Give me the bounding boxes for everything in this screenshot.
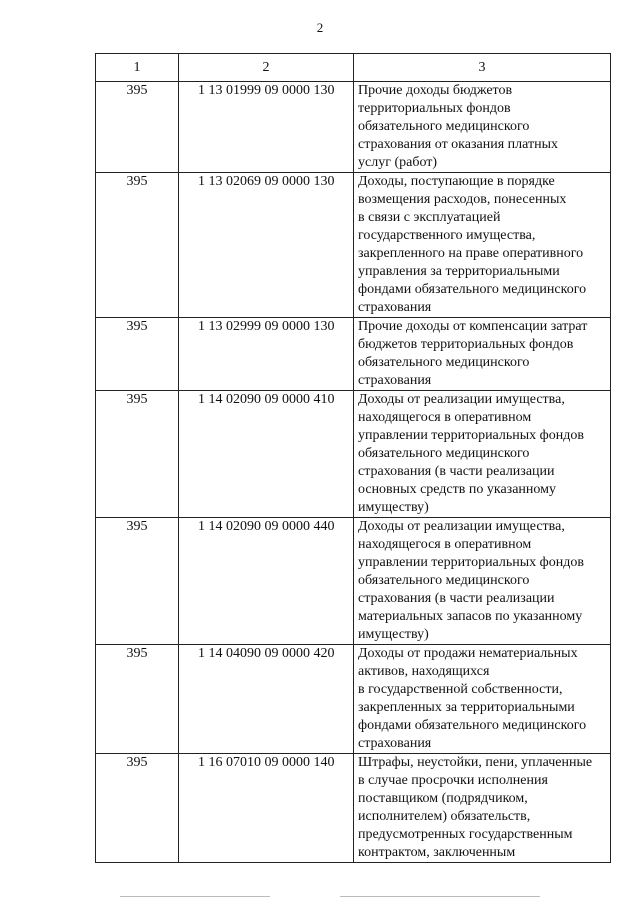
table-row: [96, 82, 611, 173]
footer-divider-left: [120, 896, 270, 897]
admin-code-cell: 395: [96, 645, 179, 754]
income-name-cell: Прочие доходы бюджетов территориальных фондов обязательного медицинского страхования от оказания платных услуг (работ): [354, 82, 611, 173]
admin-code-cell: 395: [96, 754, 179, 863]
page-number: 2: [316, 20, 324, 35]
table-row: [96, 391, 611, 518]
footer-divider-right: [340, 896, 540, 897]
admin-code-cell: 395: [96, 391, 179, 518]
income-name-cell: Доходы от реализации имущества, находящегося в оперативном управлении территориальных фондов обязательного медицинского страхования (в части реализации основных средств по указанному имуществу): [354, 391, 611, 518]
table-row: [96, 518, 611, 645]
income-codes-table: [95, 53, 611, 863]
column-header-3: 3: [354, 54, 611, 82]
admin-code-cell: 395: [96, 82, 179, 173]
income-name-cell: Прочие доходы от компенсации затрат бюджетов территориальных фондов обязательного медицинского страхования: [354, 318, 611, 391]
budget-code-cell: 1 14 04090 09 0000 420: [179, 645, 354, 754]
income-name-cell: Штрафы, неустойки, пени, уплаченные в случае просрочки исполнения поставщиком (подрядчиком, исполнителем) обязательств, предусмотренных государственным контрактом, заключенным: [354, 754, 611, 863]
income-name-cell: Доходы от продажи нематериальных активов, находящихся в государственной собственности, закрепленных за территориальными фондами обязательного медицинского страхования: [354, 645, 611, 754]
budget-code-cell: 1 16 07010 09 0000 140: [179, 754, 354, 863]
admin-code-cell: 395: [96, 518, 179, 645]
table-row: [96, 318, 611, 391]
column-header-2: 2: [179, 54, 354, 82]
column-header-1: 1: [96, 54, 179, 82]
admin-code-cell: 395: [96, 318, 179, 391]
income-name-cell: Доходы, поступающие в порядке возмещения расходов, понесенных в связи с эксплуатацией государственного имущества, закрепленного на праве оперативного управления за территориальными фондами обязательного медицинского страхования: [354, 173, 611, 318]
table-row: [96, 754, 611, 863]
budget-code-cell: 1 13 02999 09 0000 130: [179, 318, 354, 391]
budget-code-cell: 1 13 02069 09 0000 130: [179, 173, 354, 318]
table-row: [96, 173, 611, 318]
budget-code-cell: 1 14 02090 09 0000 440: [179, 518, 354, 645]
budget-code-cell: 1 14 02090 09 0000 410: [179, 391, 354, 518]
income-name-cell: Доходы от реализации имущества, находящегося в оперативном управлении территориальных фондов обязательного медицинского страхования (в части реализации материальных запасов по указанному имуществу): [354, 518, 611, 645]
table-row: [96, 645, 611, 754]
budget-code-cell: 1 13 01999 09 0000 130: [179, 82, 354, 173]
table-header-row: [96, 54, 611, 82]
admin-code-cell: 395: [96, 173, 179, 318]
